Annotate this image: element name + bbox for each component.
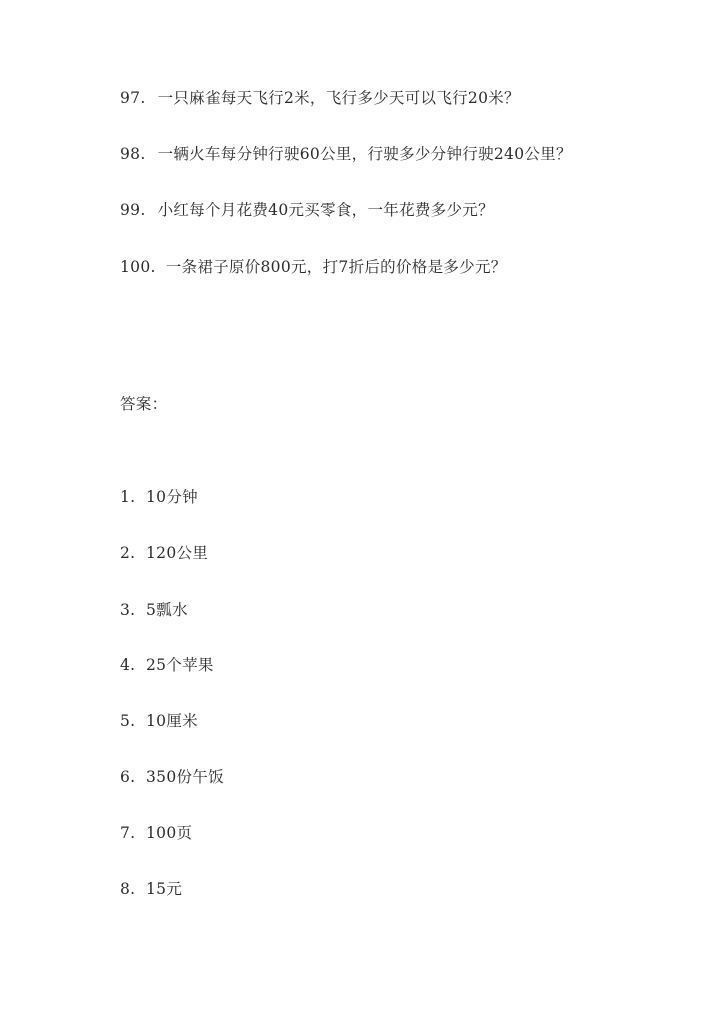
answer-item — [120, 767, 224, 787]
answer-item — [120, 543, 208, 563]
answer-number: 8. — [120, 880, 136, 898]
question-item — [120, 200, 494, 220]
answer-text: 5瓢水 — [146, 601, 188, 619]
question-number: 97. — [120, 89, 146, 107]
answer-number: 5. — [120, 712, 136, 730]
answer-number: 2. — [120, 544, 136, 562]
answer-number: 4. — [120, 656, 136, 674]
answers-heading: 答案： — [120, 395, 168, 413]
answer-item — [120, 655, 214, 675]
answer-text: 15元 — [146, 880, 183, 898]
question-text: 一只麻雀每天飞行2米，飞行多少天可以飞行20米？ — [157, 89, 520, 107]
answer-number: 3. — [120, 601, 136, 619]
answer-item — [120, 487, 198, 507]
question-number: 99. — [120, 201, 146, 219]
question-text: 小红每个月花费40元买零食，一年花费多少元？ — [157, 201, 494, 219]
question-text: 一辆火车每分钟行驶60公里，行驶多少分钟行驶240公里？ — [157, 145, 572, 163]
question-item — [120, 144, 572, 164]
answer-text: 25个苹果 — [146, 656, 214, 674]
question-item — [120, 257, 507, 277]
answer-number: 1. — [120, 488, 136, 506]
question-text: 一条裙子原价800元，打7折后的价格是多少元？ — [165, 258, 507, 276]
answer-text: 100页 — [146, 824, 193, 842]
answer-item — [120, 600, 188, 620]
answer-item — [120, 879, 182, 899]
question-number: 98. — [120, 145, 146, 163]
question-item — [120, 88, 520, 108]
answer-text: 10分钟 — [146, 488, 198, 506]
question-number: 100. — [120, 258, 156, 276]
answer-number: 7. — [120, 824, 136, 842]
answer-text: 120公里 — [146, 544, 209, 562]
answer-text: 10厘米 — [146, 712, 198, 730]
answer-number: 6. — [120, 768, 136, 786]
answer-text: 350份午饭 — [146, 768, 224, 786]
answer-item — [120, 711, 198, 731]
answer-item — [120, 823, 192, 843]
